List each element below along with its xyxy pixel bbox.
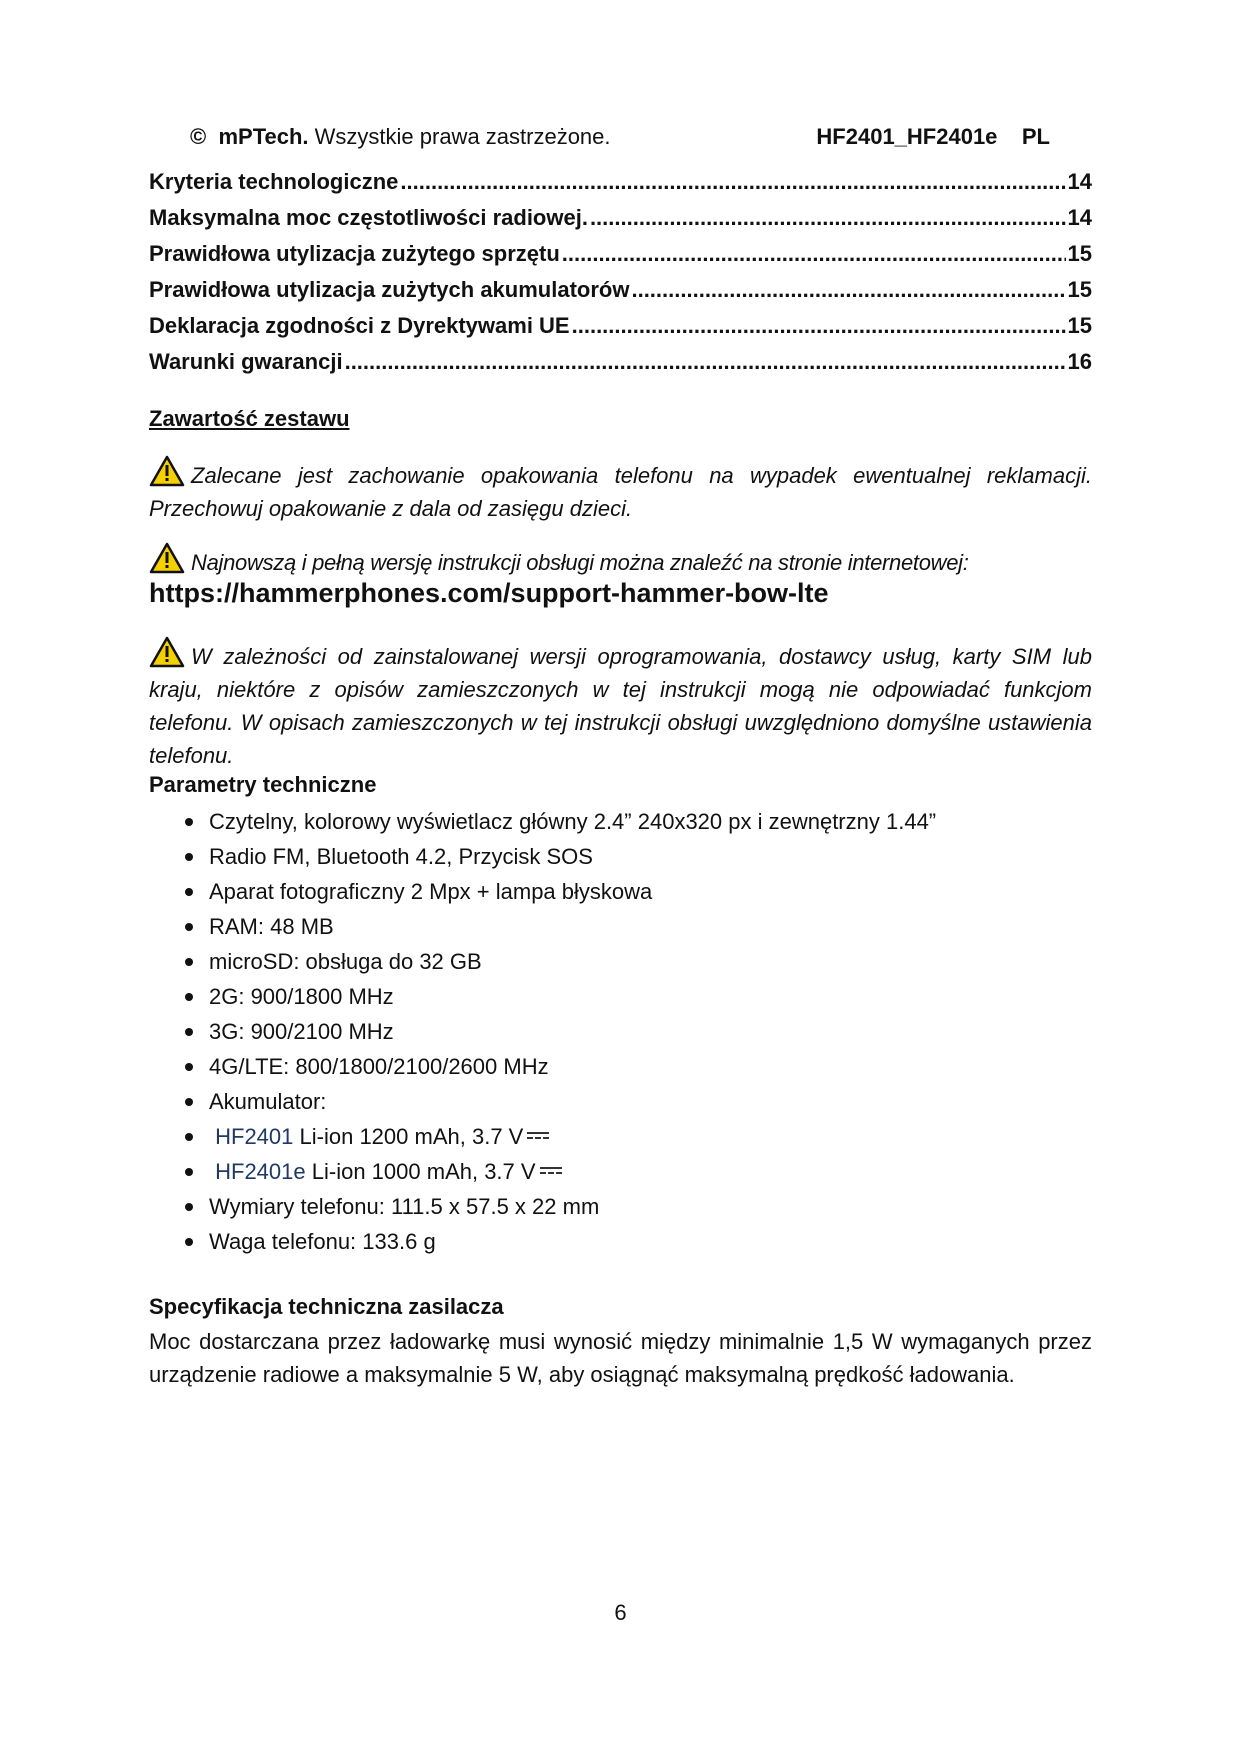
warning-manual: Najnowszą i pełną wersję instrukcji obsługi można znaleźć na stronie internetowej: [149, 542, 1092, 579]
list-item: 3G: 900/2100 MHz [185, 1014, 1092, 1049]
page-header [190, 124, 1050, 150]
list-item: 2G: 900/1800 MHz [185, 979, 1092, 1014]
charger-heading: Specyfikacja techniczna zasilacza [149, 1294, 504, 1319]
list-item: Czytelny, kolorowy wyświetlacz główny 2.4” 240x320 px i zewnętrzny 1.44” [185, 804, 1092, 839]
charger-text: Moc dostarczana przez ładowarkę musi wynosić między minimalnie 1,5 W wymaganych przez urządzenie radiowe a maksymalnie 5 W, aby osiągnąć maksymalną prędkość ładowania. [149, 1329, 1092, 1387]
toc-entry[interactable]: Maksymalna moc częstotliwości radiowej. ..... 14 [149, 200, 1092, 236]
warning-icon [149, 455, 185, 487]
params-heading: Parametry techniczne [149, 772, 377, 797]
dc-symbol-icon [540, 1167, 562, 1178]
dc-symbol-icon [527, 1132, 549, 1143]
toc-entry[interactable]: Deklaracja zgodności z Dyrektywami UE ..... 15 [149, 308, 1092, 344]
toc-entry[interactable]: Kryteria technologiczne ..... 14 [149, 164, 1092, 200]
support-url-link[interactable]: https://hammerphones.com/support-hammer-bow-lte [149, 578, 829, 608]
model-lang: HF2401_HF2401e PL [816, 124, 1050, 149]
page-number: 6 [614, 1600, 627, 1625]
list-item: microSD: obsługa do 32 GB [185, 944, 1092, 979]
warning-icon [149, 542, 185, 574]
contents-heading: Zawartość zestawu [149, 406, 350, 431]
toc-entry[interactable]: Prawidłowa utylizacja zużytego sprzętu ..... 15 [149, 236, 1092, 272]
list-item: RAM: 48 MB [185, 909, 1092, 944]
list-item: 4G/LTE: 800/1800/2100/2600 MHz [185, 1049, 1092, 1084]
params-list [149, 804, 1092, 1259]
toc-entry[interactable]: Prawidłowa utylizacja zużytych akumulatorów ..... 15 [149, 272, 1092, 308]
list-item: Akumulator: [185, 1084, 1092, 1119]
toc-entry[interactable]: Warunki gwarancji ..... 16 [149, 344, 1092, 380]
list-item: Wymiary telefonu: 111.5 x 57.5 x 22 mm [185, 1189, 1092, 1224]
table-of-contents [149, 164, 1092, 380]
list-item: Aparat fotograficzny 2 Mpx + lampa błyskowa [185, 874, 1092, 909]
list-item: HF2401 Li-ion 1200 mAh, 3.7 V [185, 1119, 1092, 1154]
list-item: Radio FM, Bluetooth 4.2, Przycisk SOS [185, 839, 1092, 874]
list-item: HF2401e Li-ion 1000 mAh, 3.7 V [185, 1154, 1092, 1189]
list-item: Waga telefonu: 133.6 g [185, 1224, 1092, 1259]
warning-packaging: Zalecane jest zachowanie opakowania telefonu na wypadek ewentualnej reklamacji. Przechowuj opakowanie z dala od zasięgu dzieci. [149, 455, 1092, 525]
warning-icon [149, 636, 185, 668]
warning-software: W zależności od zainstalowanej wersji oprogramowania, dostawcy usług, karty SIM lub kraju, niektóre z opisów zamieszczonych w tej instrukcji mogą nie odpowiadać funkcjom telefonu. W opisach zamieszczonych w tej instrukcji obsługi uwzględniono domyślne ustawienia telefonu. [149, 636, 1092, 772]
copyright: © mPTech. Wszystkie prawa zastrzeżone. [190, 124, 611, 149]
